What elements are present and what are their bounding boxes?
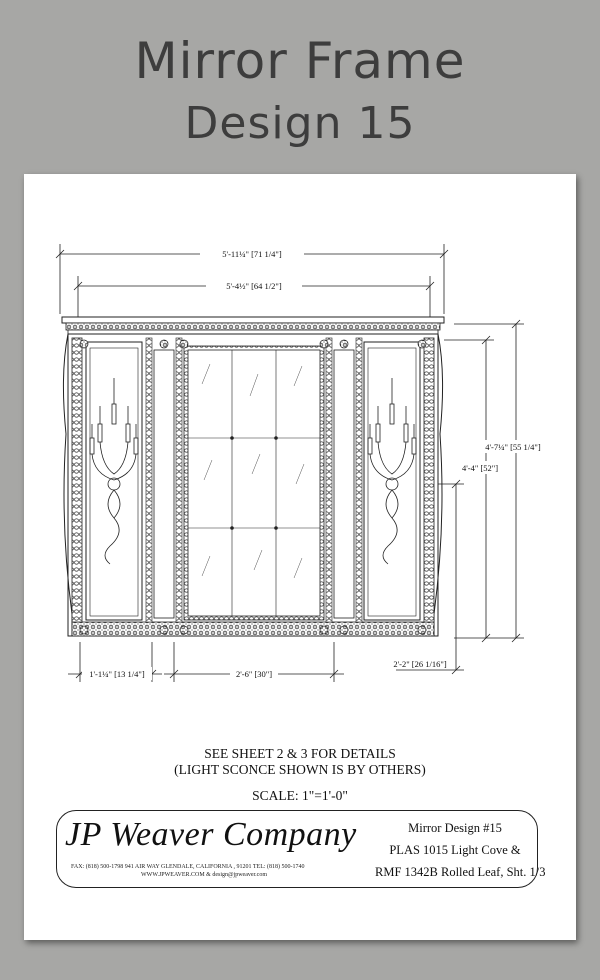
design-sheet: RMF 1342B Rolled Leaf, Sht. 1/3 xyxy=(375,865,546,879)
design-info xyxy=(375,817,546,883)
drawing-sheet xyxy=(24,174,576,940)
note-see-sheet: SEE SHEET 2 & 3 FOR DETAILS xyxy=(204,746,396,761)
mirror-frame xyxy=(62,317,444,636)
overall-height-label: 4'-7¼" [55 1/4"] xyxy=(485,442,541,452)
drawing-scale: SCALE: 1"=1'-0" xyxy=(252,788,348,803)
title-block xyxy=(56,810,546,888)
drawing-notes xyxy=(24,746,576,804)
mirror-height-label: 4'-4" [52"] xyxy=(461,463,499,473)
note-light-sconce: (LIGHT SCONCE SHOWN IS BY OTHERS) xyxy=(174,762,426,777)
page-title-line1: Mirror Frame xyxy=(134,32,466,90)
inner-width-label: 5'-4½" [64 1/2"] xyxy=(226,281,282,291)
sconce-height-label: 2'-2" [26 1/16"] xyxy=(393,659,447,669)
contact-line-1: FAX: (818) 500-1798 941 AIR WAY GLENDALE, CALIFORNIA , 91201 TEL: (818) 500-1740 xyxy=(71,864,305,870)
company-contact xyxy=(71,863,371,879)
design-number: Mirror Design #15 xyxy=(408,821,502,835)
overall-width-label: 5'-11¼" [71 1/4"] xyxy=(222,249,282,259)
mirror-frame-elevation xyxy=(24,174,576,734)
center-panel-width-label: 2'-6" [30"] xyxy=(235,669,273,679)
design-products: PLAS 1015 Light Cove & xyxy=(389,843,521,857)
page-title-line2: Design 15 xyxy=(184,98,416,149)
contact-line-2: WWW.JPWEAVER.COM & design@jpweaver.com xyxy=(141,872,268,878)
company-logo: JP Weaver Company xyxy=(65,816,357,853)
side-panel-width-label: 1'-1¼" [13 1/4"] xyxy=(89,669,145,679)
